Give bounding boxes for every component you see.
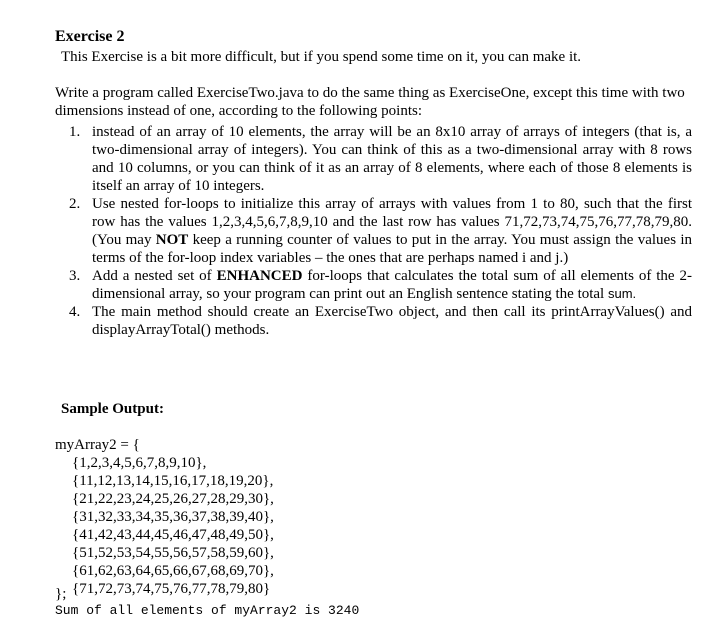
array-row: {21,22,23,24,25,26,27,28,29,30}, xyxy=(72,491,274,507)
list-number: 4. xyxy=(69,304,81,320)
list-item-text: for-loops that calculates the total sum of all elements of the 2-dimensional array, so your program can print out an English sentence stating the total xyxy=(92,268,692,302)
array-row: {11,12,13,14,15,16,17,18,19,20}, xyxy=(72,473,274,489)
emphasis-text: NOT xyxy=(155,232,189,248)
list-number: 2. xyxy=(69,196,81,212)
list-item-text: The main method should create an ExerciseTwo object, and then call its printArrayValues() and displayArrayTotal() methods. xyxy=(92,304,692,338)
list-item-text: Add a nested set of xyxy=(92,268,217,284)
list-item xyxy=(55,123,692,195)
array-rows xyxy=(72,454,274,598)
array-row: {31,32,33,34,35,36,37,38,39,40}, xyxy=(72,509,274,525)
list-item-text: keep a running counter of values to put in the array. You must assign the values in terms of the for-loop index variables – the ones that are perhaps named i and j.) xyxy=(92,232,692,266)
list-item xyxy=(55,303,692,339)
requirements-list xyxy=(55,123,692,339)
list-item-text: Use nested for-loops to initialize this array of arrays with values from 1 to 80, such that the first row has the values 1,2,3,4,5,6,7,8,9,10 and the last row has values 71,72,73,74,75,76,77,78,79,80. (You may xyxy=(92,196,692,248)
list-number: 1. xyxy=(69,124,81,140)
code-close-line: }; xyxy=(55,586,67,602)
list-item-text: instead of an array of 10 elements, the array will be an 8x10 array of arrays of integers (that is, a two-dimensional array of integers). You can think of this as a two-dimensional array with 8 rows and 10 columns, or you can think of it as an array of 8 elements, where each of those 8 elements is itself an array of 10 integers. xyxy=(92,124,692,194)
array-row: {51,52,53,54,55,56,57,58,59,60}, xyxy=(72,545,274,561)
code-open-line: myArray2 = { xyxy=(55,437,140,453)
sum-output-line: Sum of all elements of myArray2 is 3240 xyxy=(55,603,360,618)
exercise-title: Exercise 2 xyxy=(55,28,125,45)
array-row: {1,2,3,4,5,6,7,8,9,10}, xyxy=(72,455,207,471)
list-number: 3. xyxy=(69,268,81,284)
instructions-paragraph: Write a program called ExerciseTwo.java to do the same thing as ExerciseOne, except this time with two dimensions instead of one, according to the following points: xyxy=(55,85,685,119)
array-row: {61,62,63,64,65,66,67,68,69,70}, xyxy=(72,563,274,579)
emphasis-text: ENHANCED xyxy=(216,268,303,284)
list-item-text: sum. xyxy=(607,286,637,301)
list-item xyxy=(55,267,692,303)
array-row: {71,72,73,74,75,76,77,78,79,80} xyxy=(72,581,271,597)
sample-output-heading: Sample Output: xyxy=(61,401,164,417)
array-row: {41,42,43,44,45,46,47,48,49,50}, xyxy=(72,527,274,543)
intro-sentence: This Exercise is a bit more difficult, but if you spend some time on it, you can make it. xyxy=(61,49,582,65)
list-item xyxy=(55,195,692,267)
